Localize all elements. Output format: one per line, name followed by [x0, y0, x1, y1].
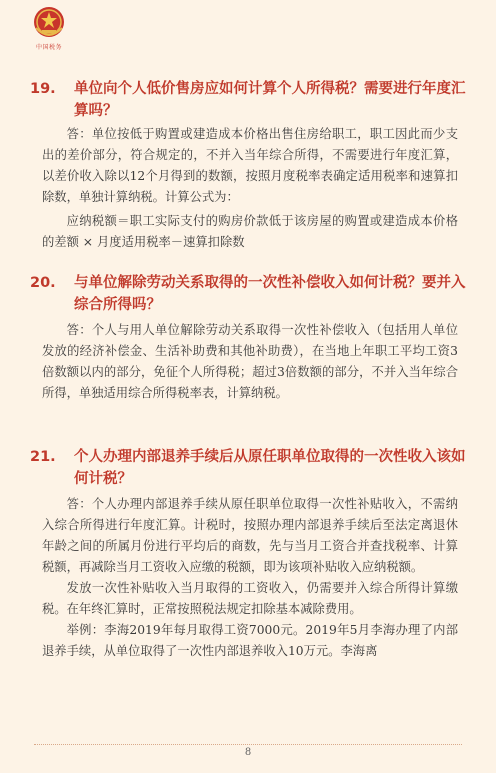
question-number: 20.: [30, 275, 56, 291]
footer-divider: [34, 744, 462, 745]
header-tag: 中国税务: [36, 44, 63, 51]
question-text: 个人办理内部退养手续后从原任职单位取得的一次性收入该如何计税？: [74, 449, 466, 487]
question-20: [30, 272, 466, 316]
question-number: 21.: [30, 449, 56, 465]
answer-20: [42, 320, 458, 404]
formula-paragraph: 应纳税额＝职工实际支付的购房价款低于该房屋的购置或建造成本价格的差额 × 月度适用税率－速算扣除数: [42, 214, 458, 249]
example-paragraph: 举例：李海2019年每月取得工资7000元。2019年5月李海办理了内部退养手续，从单位取得了一次性内部退养收入10万元。李海离: [42, 623, 458, 658]
answer-21: [42, 494, 458, 662]
answer-paragraph: 答：个人办理内部退养手续从原任职单位取得一次性补贴收入，不需纳入综合所得进行年度汇算。计税时，按照办理内部退养手续后至法定离退休年龄之间的所属月份进行平均后的商数，先与当月工资合并查找税率、计算税额，再减除当月工资收入应缴的税额，即为该项补贴收入应纳税额。: [42, 497, 458, 574]
page-number: 8: [244, 747, 252, 758]
national-emblem-icon: [32, 6, 66, 40]
page-header: [30, 6, 70, 56]
question-19: [30, 78, 466, 122]
answer-paragraph: 答：单位按低于购置或建造成本价格出售住房给职工，职工因此而少支出的差价部分，符合规定的，不并入当年综合所得，不需要进行年度汇算，以差价收入除以12个月得到的数额，按照月度税率表确定适用税率和速算扣除数，单独计算纳税。计算公式为：: [42, 127, 458, 204]
question-21: [30, 446, 466, 490]
question-text: 与单位解除劳动关系取得的一次性补偿收入如何计税？要并入综合所得吗？: [74, 275, 466, 313]
answer-19: [42, 124, 458, 253]
answer-paragraph: 发放一次性补贴收入当月取得的工资收入，仍需要并入综合所得计算缴税。在年终汇算时，正常按照税法规定扣除基本减除费用。: [42, 581, 458, 616]
question-number: 19.: [30, 81, 56, 97]
question-text: 单位向个人低价售房应如何计算个人所得税？需要进行年度汇算吗？: [74, 81, 466, 119]
answer-paragraph: 答：个人与用人单位解除劳动关系取得一次性补偿收入（包括用人单位发放的经济补偿金、生活补助费和其他补助费），在当地上年职工平均工资3倍数额以内的部分，免征个人所得税；超过3倍数额的部分，不并入当年综合所得，单独适用综合所得税率表，计算纳税。: [42, 323, 458, 400]
